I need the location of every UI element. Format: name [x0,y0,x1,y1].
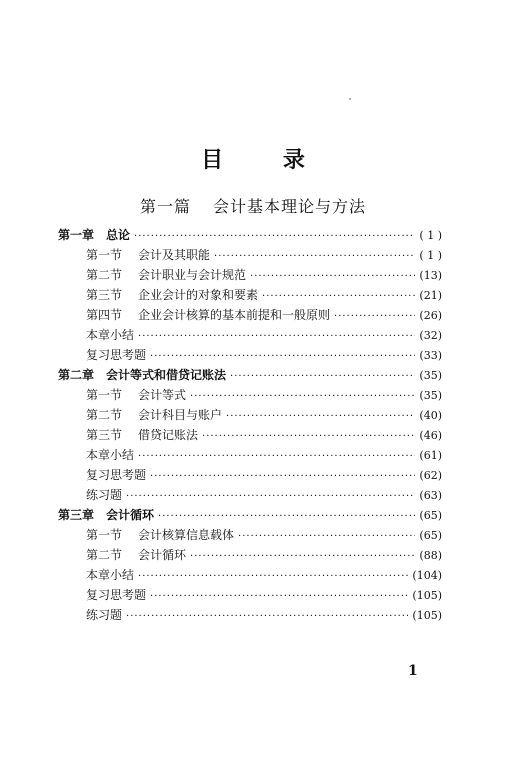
toc-section-row [58,526,442,546]
toc-entry-title: 复习思考题 [86,348,147,362]
toc-entry-page: ( 1 ) [419,229,442,242]
toc-entry-title: 会计及其职能 [138,248,211,262]
dot-leader [138,451,415,462]
toc-entry-title: 本章小结 [86,448,135,462]
toc-entry-title: 会计循环 [138,548,187,562]
toc-item-row [58,486,442,506]
toc-entry-page: (65) [419,509,442,522]
toc-item-row [58,606,442,626]
toc-section-row [58,546,442,566]
dot-leader [138,331,415,342]
scan-speck [349,98,351,100]
toc-entry-page: (105) [412,609,442,622]
part-title: 会计基本理论与方法 [213,197,367,216]
toc-entry-title: 会计核算信息载体 [138,528,235,542]
toc-entry-title: 练习题 [86,608,123,622]
dot-leader [190,551,415,562]
toc-item-row [58,566,442,586]
toc-entry-page: (63) [419,489,442,502]
toc-entry-page: (105) [412,589,442,602]
toc-entry-title: 企业会计的对象和要素 [138,288,259,302]
dot-leader [334,311,415,322]
toc-entry-page: (35) [419,369,442,382]
part-label: 第一篇 [139,197,191,216]
toc-entry-title: 会计循环 [106,508,155,522]
toc-entry-label: 第一节 [86,528,123,542]
dot-leader [214,251,415,262]
toc-entry-title: 会计职业与会计规范 [138,268,247,282]
toc-entry-label: 第三节 [86,428,123,442]
toc-entry-title: 本章小结 [86,328,135,342]
toc-entry-page: (40) [419,409,442,422]
toc-chapter-row [58,226,442,246]
toc-entry-title: 总论 [106,228,131,242]
toc-entry-title: 本章小结 [86,568,135,582]
dot-leader [126,611,408,622]
toc-entry-page: (61) [419,449,442,462]
toc-entry-title: 练习题 [86,488,123,502]
dot-leader [202,431,415,442]
toc-entry-page: (26) [419,309,442,322]
toc-section-row [58,386,442,406]
dot-leader [190,391,415,402]
toc-entry-title: 复习思考题 [86,468,147,482]
toc-chapter-row [58,366,442,386]
toc-item-row [58,326,442,346]
dot-leader [150,351,415,362]
toc-section-row [58,406,442,426]
toc-entry-title: 会计等式和借贷记账法 [106,368,227,382]
dot-leader [150,471,415,482]
toc-entry-page: (13) [419,269,442,282]
page-number: 1 [408,663,418,679]
toc-entry-title: 借贷记账法 [138,428,199,442]
toc-entry-title: 复习思考题 [86,588,147,602]
toc-entry-label: 第一节 [86,248,123,262]
toc-entry-page: ( 1 ) [419,249,442,262]
toc-heading: 目 录 [201,147,331,173]
dot-leader [150,591,408,602]
toc-entry-title: 会计科目与账户 [138,408,223,422]
dot-leader [138,571,408,582]
toc-section-row [58,306,442,326]
dot-leader [230,371,415,382]
dot-leader [238,531,415,542]
toc-entry-page: (88) [419,549,442,562]
toc-entry-page: (104) [412,569,442,582]
dot-leader [262,291,415,302]
toc-item-row [58,446,442,466]
toc-entry-label: 第二节 [86,408,123,422]
dot-leader [126,491,415,502]
toc-entry-page: (62) [419,469,442,482]
table-of-contents [58,226,442,626]
toc-entry-title: 会计等式 [138,388,187,402]
toc-entry-label: 第三节 [86,288,123,302]
toc-entry-page: (32) [419,329,442,342]
dot-leader [250,271,415,282]
dot-leader [158,511,415,522]
toc-section-row [58,426,442,446]
toc-entry-page: (35) [419,389,442,402]
toc-entry-page: (33) [419,349,442,362]
toc-entry-label: 第二节 [86,548,123,562]
toc-chapter-row [58,506,442,526]
toc-item-row [58,346,442,366]
part-heading [0,194,506,217]
toc-section-row [58,286,442,306]
toc-entry-label: 第二章 [58,368,95,382]
dot-leader [226,411,415,422]
toc-section-row [58,246,442,266]
toc-entry-label: 第三章 [58,508,95,522]
toc-section-row [58,266,442,286]
toc-entry-title: 企业会计核算的基本前提和一般原则 [138,308,331,322]
toc-entry-page: (46) [419,429,442,442]
toc-entry-label: 第二节 [86,268,123,282]
dot-leader [134,231,415,242]
toc-entry-page: (21) [419,289,442,302]
toc-entry-label: 第一章 [58,228,95,242]
toc-entry-label: 第四节 [86,308,123,322]
toc-item-row [58,466,442,486]
toc-entry-label: 第一节 [86,388,123,402]
toc-entry-page: (65) [419,529,442,542]
toc-item-row [58,586,442,606]
